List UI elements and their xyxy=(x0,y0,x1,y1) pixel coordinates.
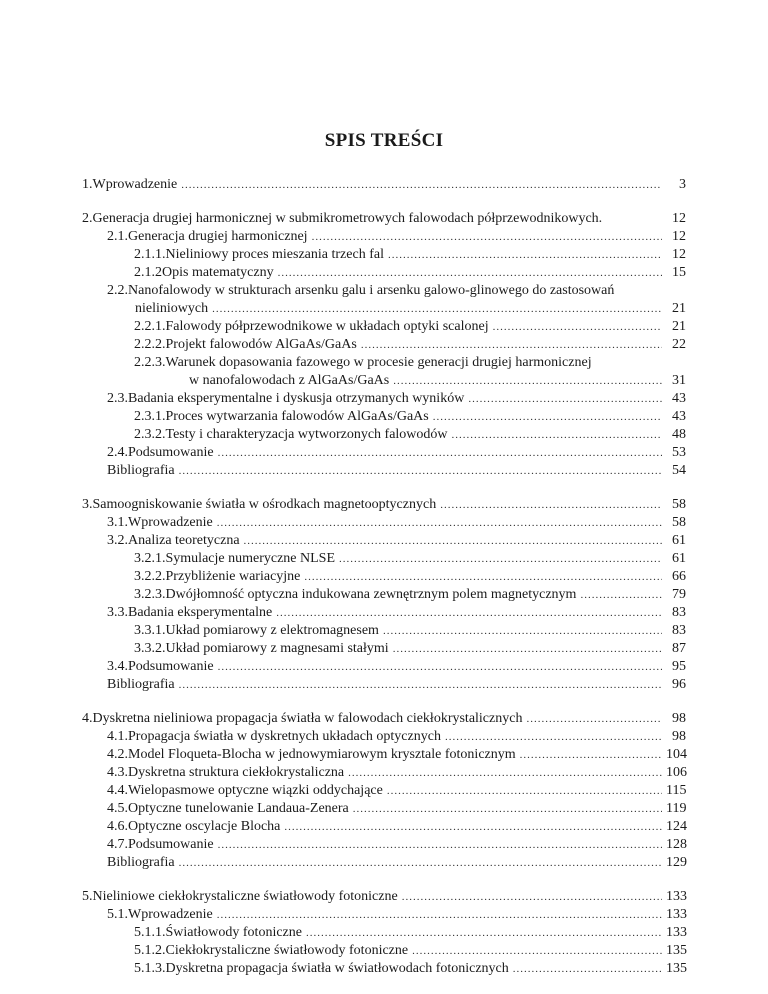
toc-entry-3 xyxy=(82,496,686,514)
entry-title: Dyskretna nieliniowa propagacja światła w falowodach ciekłokrystalicznych xyxy=(92,711,523,726)
entry-page: 79 xyxy=(672,587,686,602)
entry-title: Model Floqueta-Blocha w jednowymiarowym krysztale fotonicznym xyxy=(128,747,516,762)
entry-page: 133 xyxy=(666,907,687,922)
dot-leader xyxy=(218,836,662,854)
toc-entry-2-2-3-cont xyxy=(189,372,686,390)
dot-leader xyxy=(276,604,662,622)
entry-title: Testy i charakteryzacja wytworzonych falowodów xyxy=(165,427,448,442)
dot-leader xyxy=(440,496,662,514)
entry-page: 58 xyxy=(672,515,686,530)
entry-number: 2.3.2. xyxy=(134,427,166,442)
entry-number: 3.1. xyxy=(107,515,128,530)
dot-leader xyxy=(179,462,662,480)
dot-leader xyxy=(217,906,662,924)
toc-entry-3-1 xyxy=(107,514,686,532)
dot-leader xyxy=(520,746,662,764)
toc-entry-3-2-3 xyxy=(134,586,686,604)
entry-number: 3.3. xyxy=(107,605,128,620)
entry-title: Wprowadzenie xyxy=(128,515,213,530)
entry-number: 1. xyxy=(82,177,93,192)
entry-page: 21 xyxy=(672,301,686,316)
dot-leader xyxy=(526,710,662,728)
entry-title: Nanofalowody w strukturach arsenku galu i arsenku galowo-glinowego do zastosowań xyxy=(128,283,615,298)
dot-leader xyxy=(412,942,662,960)
entry-page: 58 xyxy=(672,497,686,512)
toc-entry-4-bibliography xyxy=(107,854,686,872)
toc-entry-2-bibliography xyxy=(107,462,686,480)
dot-leader xyxy=(218,658,662,676)
dot-leader xyxy=(383,622,662,640)
entry-title: Optyczne tunelowanie Landaua-Zenera xyxy=(128,801,349,816)
toc-entry-2-1 xyxy=(107,228,686,246)
entry-page: 98 xyxy=(672,729,686,744)
toc-entry-2-2-cont xyxy=(135,300,686,318)
toc-entry-3-bibliography xyxy=(107,676,686,694)
toc-entry-4-3 xyxy=(107,764,686,782)
entry-number: 4.3. xyxy=(107,765,128,780)
entry-number: 5. xyxy=(82,889,93,904)
entry-page: 87 xyxy=(672,641,686,656)
entry-number: 2.2.3. xyxy=(134,355,166,370)
dot-leader xyxy=(284,818,662,836)
entry-page: 124 xyxy=(666,819,687,834)
entry-title: Projekt falowodów AlGaAs/GaAs xyxy=(165,337,357,352)
entry-title: Wprowadzenie xyxy=(128,907,213,922)
toc-entry-4-7 xyxy=(107,836,686,854)
entry-number: 2.1. xyxy=(107,229,128,244)
entry-title: Przybliżenie wariacyjne xyxy=(165,569,301,584)
entry-title: w nanofalowodach z AlGaAs/GaAs xyxy=(189,373,390,388)
toc-entry-4-4 xyxy=(107,782,686,800)
entry-title: Badania eksperymentalne xyxy=(128,605,273,620)
dot-leader xyxy=(339,550,662,568)
entry-page: 83 xyxy=(672,605,686,620)
dot-leader xyxy=(393,640,662,658)
dot-leader xyxy=(353,800,662,818)
entry-title: Proces wytwarzania falowodów AlGaAs/GaAs xyxy=(165,409,429,424)
entry-page: 96 xyxy=(672,677,686,692)
entry-page: 135 xyxy=(666,961,687,976)
entry-number: 2.2. xyxy=(107,283,128,298)
dot-leader xyxy=(513,960,662,978)
dot-leader xyxy=(402,888,662,906)
entry-title: Światłowody fotoniczne xyxy=(165,925,302,940)
entry-number: 4.6. xyxy=(107,819,128,834)
toc-entry-2-2-2 xyxy=(134,336,686,354)
entry-title: Badania eksperymentalne i dyskusja otrzymanych wyników xyxy=(128,391,465,406)
entry-page: 61 xyxy=(672,533,686,548)
dot-leader xyxy=(388,246,662,264)
entry-title: nieliniowych xyxy=(135,301,209,316)
entry-number: 5.1.2. xyxy=(134,943,166,958)
entry-number: 4.1. xyxy=(107,729,128,744)
entry-number: 2.2.2. xyxy=(134,337,166,352)
dot-leader xyxy=(181,176,662,194)
entry-number: 5.1.3. xyxy=(134,961,166,976)
toc-entry-4-1 xyxy=(107,728,686,746)
dot-leader xyxy=(217,514,662,532)
toc-entry-4-6 xyxy=(107,818,686,836)
entry-number: 5.1.1. xyxy=(134,925,166,940)
entry-page: 53 xyxy=(672,445,686,460)
dot-leader xyxy=(348,764,662,782)
entry-number: 2.3.1. xyxy=(134,409,166,424)
dot-leader xyxy=(452,426,662,444)
entry-title: Generacja drugiej harmonicznej w submikrometrowych falowodach półprzewodnikowych. xyxy=(92,211,603,226)
entry-title: Bibliografia xyxy=(107,855,175,870)
entry-number: 2. xyxy=(82,211,93,226)
entry-number: 2.2.1. xyxy=(134,319,166,334)
toc-entry-2-2-1 xyxy=(134,318,686,336)
entry-number: 5.1. xyxy=(107,907,128,922)
toc-entry-4-2 xyxy=(107,746,686,764)
entry-title: Ciekłokrystaliczne światłowody fotoniczne xyxy=(165,943,409,958)
entry-title: Dyskretna propagacja światła w światłowodach fotonicznych xyxy=(165,961,509,976)
dot-leader xyxy=(179,854,662,872)
toc-entry-3-2 xyxy=(107,532,686,550)
entry-number: 4.7. xyxy=(107,837,128,852)
toc-entry-2-2-3 xyxy=(134,354,686,372)
entry-title: Falowody półprzewodnikowe w układach optyki scalonej xyxy=(165,319,489,334)
entry-title: Układ pomiarowy z elektromagnesem xyxy=(165,623,379,638)
entry-page: 119 xyxy=(666,801,687,816)
dot-leader xyxy=(445,728,662,746)
entry-page: 3 xyxy=(679,177,686,192)
entry-page: 128 xyxy=(666,837,687,852)
entry-title: Układ pomiarowy z magnesami stałymi xyxy=(165,641,389,656)
toc-entry-2-3 xyxy=(107,390,686,408)
entry-number: 2.1.2 xyxy=(134,265,162,280)
entry-title: Optyczne oscylacje Blocha xyxy=(128,819,281,834)
entry-title: Warunek dopasowania fazowego w procesie generacji drugiej harmonicznej xyxy=(165,355,592,370)
entry-page: 54 xyxy=(672,463,686,478)
entry-number: 2.3. xyxy=(107,391,128,406)
entry-title: Dyskretna struktura ciekłokrystaliczna xyxy=(128,765,345,780)
entry-title: Bibliografia xyxy=(107,463,175,478)
dot-leader xyxy=(312,228,662,246)
dot-leader xyxy=(387,782,662,800)
dot-leader xyxy=(493,318,662,336)
dot-leader xyxy=(433,408,662,426)
toc-entry-3-3-1 xyxy=(134,622,686,640)
toc-entry-3-2-1 xyxy=(134,550,686,568)
entry-page: 95 xyxy=(672,659,686,674)
entry-page: 135 xyxy=(666,943,687,958)
toc-entry-5-1-2 xyxy=(134,942,686,960)
entry-page: 129 xyxy=(666,855,687,870)
entry-number: 3.3.1. xyxy=(134,623,166,638)
toc-entry-1 xyxy=(82,176,686,194)
toc-entry-2-3-1 xyxy=(134,408,686,426)
entry-title: Bibliografia xyxy=(107,677,175,692)
toc-entry-3-3-2 xyxy=(134,640,686,658)
entry-number: 3.2.1. xyxy=(134,551,166,566)
dot-leader xyxy=(306,924,662,942)
toc-entry-5 xyxy=(82,888,686,906)
toc-entry-5-1 xyxy=(107,906,686,924)
entry-title: Nieliniowe ciekłokrystaliczne światłowody fotoniczne xyxy=(92,889,398,904)
entry-page: 133 xyxy=(666,889,687,904)
entry-page: 31 xyxy=(672,373,686,388)
dot-leader xyxy=(179,676,662,694)
entry-page: 98 xyxy=(672,711,686,726)
toc-entry-2-2 xyxy=(107,282,686,300)
dot-leader xyxy=(278,264,662,282)
entry-title: Analiza teoretyczna xyxy=(128,533,240,548)
entry-number: 3.2.3. xyxy=(134,587,166,602)
entry-page: 66 xyxy=(672,569,686,584)
dot-leader xyxy=(361,336,662,354)
entry-number: 2.4. xyxy=(107,445,128,460)
toc-entry-5-1-1 xyxy=(134,924,686,942)
entry-title: Podsumowanie xyxy=(128,837,214,852)
entry-number: 4.2. xyxy=(107,747,128,762)
dot-leader xyxy=(218,444,662,462)
entry-title: Dwójłomność optyczna indukowana zewnętrznym polem magnetycznym xyxy=(165,587,577,602)
entry-number: 3. xyxy=(82,497,93,512)
entry-number: 4.5. xyxy=(107,801,128,816)
dot-leader xyxy=(393,372,662,390)
entry-number: 3.2. xyxy=(107,533,128,548)
entry-title: Wprowadzenie xyxy=(92,177,178,192)
entry-page: 21 xyxy=(672,319,686,334)
entry-page: 12 xyxy=(672,247,686,262)
toc-entry-2-1-2 xyxy=(134,264,686,282)
entry-page: 22 xyxy=(672,337,686,352)
toc-entry-4 xyxy=(82,710,686,728)
entry-number: 2.1.1. xyxy=(134,247,166,262)
entry-page: 43 xyxy=(672,409,686,424)
toc-entry-3-2-2 xyxy=(134,568,686,586)
entry-page: 83 xyxy=(672,623,686,638)
entry-page: 104 xyxy=(666,747,687,762)
entry-page: 12 xyxy=(672,211,686,226)
entry-number: 4.4. xyxy=(107,783,128,798)
entry-title: Propagacja światła w dyskretnych układach optycznych xyxy=(128,729,441,744)
entry-page: 12 xyxy=(672,229,686,244)
dot-leader xyxy=(304,568,662,586)
entry-number: 3.4. xyxy=(107,659,128,674)
dot-leader xyxy=(212,300,662,318)
toc-entry-2-1-1 xyxy=(134,246,686,264)
toc-entry-5-1-3 xyxy=(134,960,686,978)
entry-page: 106 xyxy=(666,765,687,780)
dot-leader xyxy=(580,586,662,604)
entry-title: Wielopasmowe optyczne wiązki oddychające xyxy=(128,783,383,798)
toc-entry-4-5 xyxy=(107,800,686,818)
toc-entry-3-3 xyxy=(107,604,686,622)
entry-page: 48 xyxy=(672,427,686,442)
entry-title: Opis matematyczny xyxy=(162,265,274,280)
entry-title: Podsumowanie xyxy=(128,445,214,460)
entry-title: Nieliniowy proces mieszania trzech fal xyxy=(165,247,384,262)
entry-title: Generacja drugiej harmonicznej xyxy=(128,229,308,244)
entry-page: 43 xyxy=(672,391,686,406)
toc-entry-2-4 xyxy=(107,444,686,462)
dot-leader xyxy=(468,390,662,408)
entry-number: 3.2.2. xyxy=(134,569,166,584)
entry-title: Symulacje numeryczne NLSE xyxy=(165,551,336,566)
page-title: SPIS TREŚCI xyxy=(324,130,444,151)
toc-entry-2-3-2 xyxy=(134,426,686,444)
toc-entry-3-4 xyxy=(107,658,686,676)
toc-entry-2 xyxy=(82,210,686,228)
entry-number: 3.3.2. xyxy=(134,641,166,656)
entry-title: Podsumowanie xyxy=(128,659,214,674)
entry-page: 61 xyxy=(672,551,686,566)
entry-title: Samoogniskowanie światła w ośrodkach magnetooptycznych xyxy=(92,497,437,512)
entry-page: 133 xyxy=(666,925,687,940)
dot-leader xyxy=(244,532,662,550)
entry-number: 4. xyxy=(82,711,93,726)
entry-page: 115 xyxy=(666,783,687,798)
entry-page: 15 xyxy=(672,265,686,280)
